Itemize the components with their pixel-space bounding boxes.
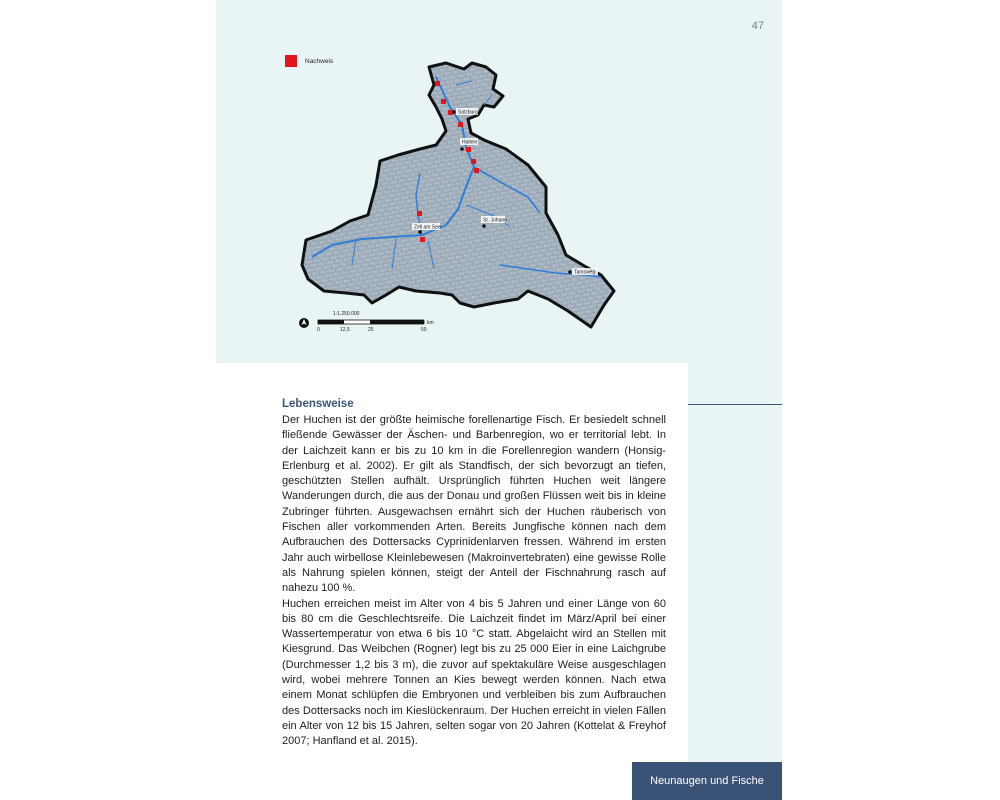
nachweis-marker xyxy=(458,122,463,127)
scale-unit: km xyxy=(427,320,434,326)
place-label-zell-am-see: Zell am See xyxy=(414,224,441,231)
nachweis-marker xyxy=(435,81,440,86)
scale-tick: 50 xyxy=(421,327,427,333)
page xyxy=(216,0,782,800)
place-label-st-johann: St. Johann xyxy=(483,217,507,224)
sidebar xyxy=(688,0,782,800)
section-heading: Lebensweise xyxy=(282,398,354,410)
scale-ratio: 1:1.250.000 xyxy=(333,311,360,317)
nachweis-marker xyxy=(448,110,453,115)
scale-tick: 12,5 xyxy=(340,327,350,333)
paragraph: Huchen erreichen meist im Alter von 4 bis 5 Jahren und einer Länge von 60 bis 80 cm die Geschlechtsreife. Die Laichzeit findet im März/April bei einer Wassertemperatur von etwa 6 bis 10 °C statt. Abgelaicht wird an Stellen mit Kiesgrund. Das Weibchen (Rogner) legt bis zu 25 000 Eier in eine Laichgrube (Durchmesser 1,2 bis 3 m), die zuvor auf spektakuläre Weise ausgeschlagen wird, wobei mehrere Tonnen an Kies bewegt werden können. Nach etwa einem Monat schlüpfen die Embryonen und verbleiben bis zum Aufbrauchen des Dottersacks noch im Kieslückenraum. Der Huchen erreicht in vielen Fällen ein Alter von 12 bis 15 Jahren, selten sogar von 20 Jahren (Kottelat & Freyhof 2007; Hanfland et al. 2015). xyxy=(282,597,666,748)
map-panel xyxy=(216,0,688,363)
legend-label: Nachweis xyxy=(305,57,334,65)
body-text xyxy=(282,413,666,750)
place-label-hallein: Hallein xyxy=(462,139,478,146)
page-number: 47 xyxy=(751,20,764,32)
state-outline xyxy=(302,63,614,327)
distribution-map xyxy=(296,55,656,340)
nachweis-marker xyxy=(420,237,425,242)
nachweis-marker xyxy=(471,159,476,164)
map-scalebar xyxy=(299,311,434,333)
nachweis-marker xyxy=(417,211,422,216)
place-label-tamsweg: Tamsweg xyxy=(574,269,596,276)
nachweis-marker xyxy=(441,99,446,104)
scale-tick: 25 xyxy=(368,327,374,333)
scale-tick: 0 xyxy=(317,327,320,333)
place-label-salzburg: Salzburg xyxy=(458,109,478,116)
nachweis-marker xyxy=(466,147,471,152)
nachweis-marker xyxy=(474,168,479,173)
paragraph: Der Huchen ist der größte heimische forellenartige Fisch. Er besiedelt schnell fließende Gewässer der Äschen- und Barbenregion, wo er territorial lebt. In der Laichzeit kann er bis zu 10 km in die Forellenregion wandern (Honsig-Erlenburg et al. 2002). Er gilt als Standfisch, der sich bevorzugt an tiefen, geschützten Stellen aufhält. Ursprünglich führten Huchen weit längere Wanderungen durch, die aus der Donau und großen Flüssen weit bis in kleine Zubringer führten. Ausgewachsen ernährt sich der Huchen räuberisch von Fischen aller vorkommenden Arten. Bereits Jungfische können nach dem Aufbrauchen des Dottersacks Cyprinidenlarven fressen. Während im ersten Jahr auch wirbellose Kleinlebewesen (Makroinvertebraten) eine gewisse Rolle als Nahrung spielen können, steigt der Anteil der Fischnahrung rasch auf nahezu 100 %. xyxy=(282,414,666,595)
sidebar-divider xyxy=(688,404,782,405)
chapter-tab[interactable]: Neunaugen und Fische xyxy=(632,762,782,800)
